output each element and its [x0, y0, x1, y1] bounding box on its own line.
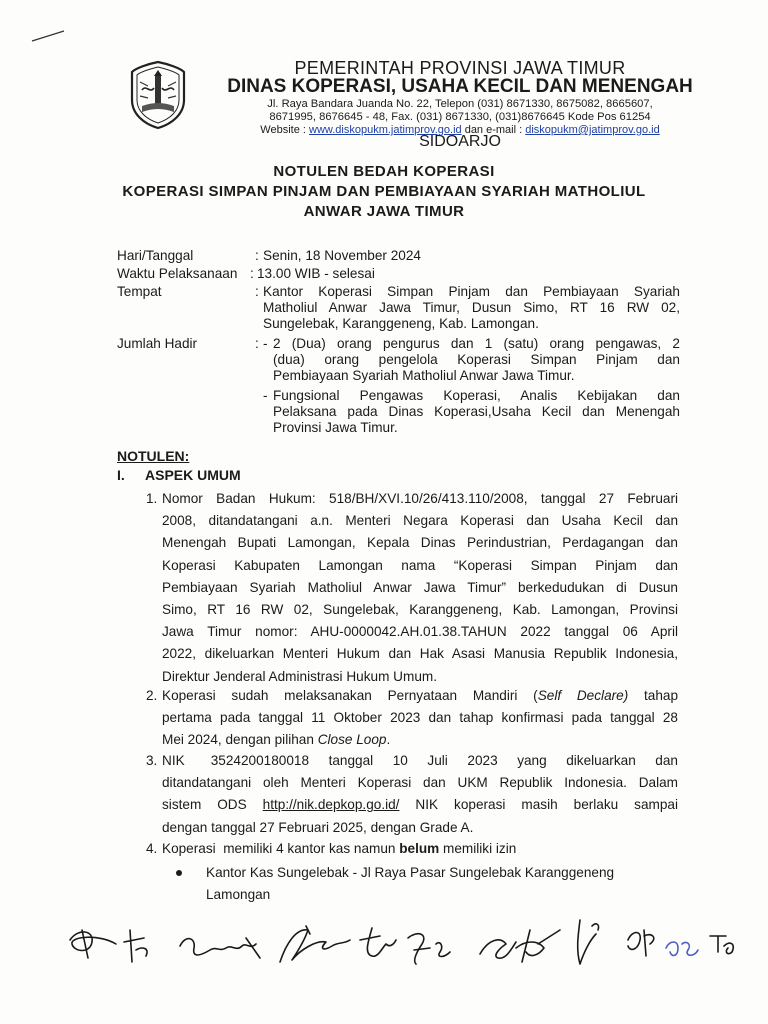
signature-1: [70, 930, 147, 962]
item-line: Pembiayaan Syariah Matholiul Anwar Jawa Timur” berkedudukan di Dusun: [162, 579, 678, 595]
letterhead-address: [200, 98, 720, 124]
info-value: Senin, 18 November 2024: [263, 248, 421, 263]
info-value: [263, 284, 680, 332]
item-text: sistem ODS: [162, 797, 263, 813]
website-label: Website :: [260, 124, 309, 136]
item-line: NIK 3524200180018 tanggal 10 Juli 2023 yang dikeluarkan dan: [162, 753, 678, 768]
signature-8: [666, 942, 698, 955]
info-label: Jumlah Hadir: [117, 336, 198, 351]
email-label: dan e-mail :: [461, 124, 526, 136]
item-line: ditandatangani oleh Menteri Koperasi dan UKM Republik Indonesia. Dalam: [162, 775, 678, 791]
signature-5: [480, 930, 560, 962]
info-colon: :: [255, 336, 259, 351]
list-dash: -: [263, 336, 268, 351]
item-text-italic: Close Loop: [317, 732, 387, 748]
item-number: 4.: [146, 841, 158, 856]
list-dash: -: [263, 388, 268, 403]
attendee-line: 2 (Dua) orang pengurus dan 1 (satu) orang pengawas, 2: [273, 336, 680, 351]
item-text: memiliki izin: [439, 841, 517, 856]
signature-7: [628, 930, 654, 956]
attendee-item: [263, 336, 680, 388]
info-label: Tempat: [117, 284, 162, 299]
letterhead-government: PEMERINTAH PROVINSI JAWA TIMUR: [294, 58, 626, 78]
item-line: Nomor Badan Hukum: 518/BH/XVI.10/26/413.110/2008, tanggal 27 Februari: [162, 491, 678, 506]
item-line: pertama pada tanggal 11 Oktober 2023 dan tahap konfirmasi pada tanggal 28: [162, 710, 678, 726]
item-text: Koperasi memiliki 4 kantor kas namun: [162, 841, 400, 856]
website-link[interactable]: www.diskopukm.jatimprov.go.id: [309, 124, 462, 136]
attendee-line: Provinsi Jawa Timur.: [273, 420, 398, 435]
attendee-line: Pembiayaan Syariah Matholiul Anwar Jawa Timur.: [273, 368, 575, 383]
item-number: 2.: [146, 688, 158, 703]
info-label: Waktu Pelaksanaan: [117, 266, 238, 281]
east-java-emblem-logo: [128, 60, 188, 130]
address-line-2: 8671995, 8676645 - 48, Fax. (031) 8671330, (031)8676645 Kode Pos 61254: [269, 110, 651, 123]
item-line: 2022, dikeluarkan Menteri Hukum dan Hak Asasi Manusia Republik Indonesia,: [162, 646, 678, 662]
item-number: 1.: [146, 491, 158, 506]
item-body: [162, 750, 678, 839]
signature-9: [710, 936, 733, 954]
initials-signatures: [60, 900, 740, 980]
item-line: 2008, ditandatangani a.n. Menteri Negara Koperasi dan Usaha Kecil dan: [162, 513, 678, 529]
item-line: [162, 794, 678, 816]
item-line: Koperasi Kabupaten Lamongan nama “Koperasi Simpan Pinjam dan: [162, 557, 678, 573]
item-body: [162, 838, 678, 860]
info-value-line: Kantor Koperasi Simpan Pinjam dan Pembiayaan Syariah: [263, 284, 680, 299]
item-text: Mei 2024, dengan pilihan: [162, 732, 318, 748]
item-number: 3.: [146, 753, 158, 768]
item-text: NIK koperasi masih berlaku sampai: [399, 797, 678, 813]
document-title: NOTULEN BEDAH KOPERASI: [273, 163, 495, 180]
bullet-dot: [176, 870, 182, 876]
document-subtitle-line-2: ANWAR JAWA TIMUR: [303, 203, 465, 220]
attendee-text: [273, 336, 680, 384]
bullet-line: Kantor Kas Sungelebak - Jl Raya Pasar Sungelebak Karanggeneng: [206, 865, 615, 880]
section-number: I.: [117, 467, 125, 483]
item-body: [162, 488, 678, 688]
notulen-heading: NOTULEN:: [117, 448, 190, 464]
info-label: Hari/Tanggal: [117, 248, 194, 263]
item-line: Jawa Timur nomor: AHU-0000042.AH.01.38.TAHUN 2022 tanggal 06 April: [162, 624, 678, 640]
attendee-line: Fungsional Pengawas Koperasi, Analis Kebijakan dan: [273, 388, 680, 403]
item-text-italic: Self Declare): [537, 688, 629, 703]
attendee-item: [263, 388, 680, 440]
stray-pen-mark: [30, 28, 66, 44]
item-text: tahap: [628, 688, 679, 703]
info-value-line: Matholiul Anwar Jawa Timur, Dusun Simo, RT 16 RW 02,: [263, 300, 680, 315]
info-value: 13.00 WIB - selesai: [257, 266, 375, 281]
attendee-line: (dua) orang pengelola Koperasi Simpan Pinjam dan: [273, 352, 680, 367]
signature-6: [578, 920, 599, 964]
item-text: .: [386, 732, 391, 748]
attendee-line: Pelaksana pada Dinas Koperasi,Usaha Kecil dan Menengah: [273, 404, 680, 419]
item-text-bold: belum: [399, 841, 440, 856]
email-link[interactable]: diskopukm@jatimprov.go.id: [525, 124, 660, 136]
letterhead-rule: [118, 148, 678, 152]
item-line: Direktur Jenderal Administrasi Hukum Umum.: [162, 668, 437, 684]
item-line: [162, 729, 678, 751]
info-value: [263, 336, 680, 440]
item-body: [162, 685, 678, 752]
signature-3: [280, 926, 350, 962]
letterhead-agency: DINAS KOPERASI, USAHA KECIL DAN MENENGAH: [227, 76, 693, 97]
attendee-text: [273, 388, 680, 436]
item-line: Simo, RT 16 RW 02, Sungelebak, Karanggeneng, Kab. Lamongan, Provinsi: [162, 602, 678, 618]
item-text: Koperasi sudah melaksanakan Pernyataan Mandiri (: [162, 688, 538, 703]
address-line-1: Jl. Raya Bandara Juanda No. 22, Telepon (031) 8671330, 8675082, 8665607,: [267, 98, 653, 110]
info-value-line: Sungelebak, Karanggeneng, Kab. Lamongan.: [263, 316, 539, 331]
item-line: [162, 838, 678, 860]
signature-4: [360, 928, 450, 964]
item-line: dengan tanggal 27 Februari 2025, dengan Grade A.: [162, 819, 474, 835]
ods-link[interactable]: http://nik.depkop.go.id/: [262, 797, 400, 813]
info-colon: :: [250, 266, 254, 281]
bullet-line: Lamongan: [206, 887, 271, 902]
signature-2: [180, 938, 260, 958]
item-line: [162, 685, 678, 707]
info-colon: :: [255, 284, 259, 299]
info-colon: :: [255, 248, 259, 263]
item-line: Menengah Bupati Lamongan, Kepala Dinas Perindustrian, Perdagangan dan: [162, 535, 678, 551]
document-subtitle-line-1: KOPERASI SIMPAN PINJAM DAN PEMBIAYAAN SYARIAH MATHOLIUL: [122, 183, 646, 200]
section-title: ASPEK UMUM: [145, 467, 241, 483]
letterhead-city: SIDOARJO: [419, 133, 501, 150]
